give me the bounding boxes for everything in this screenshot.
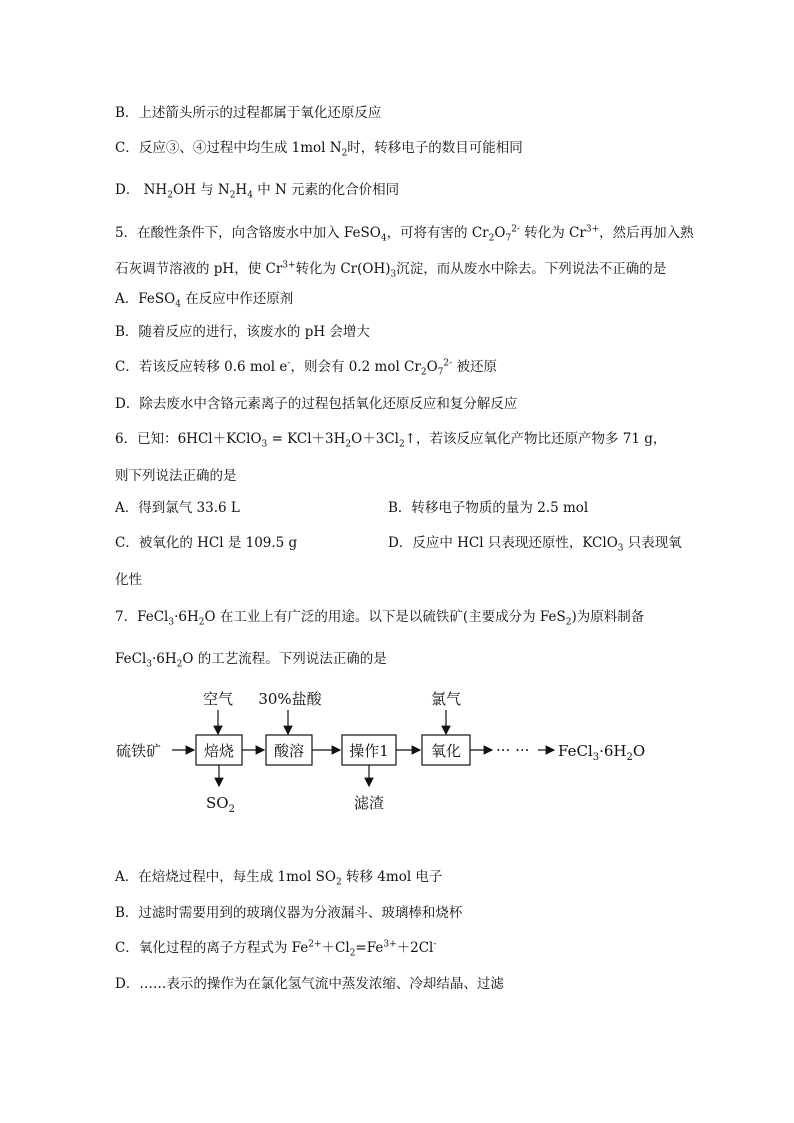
q5-option-a: A．FeSO$_4$ 在反应中作还原剂 bbox=[115, 291, 294, 310]
roast-box-label: 焙烧 bbox=[203, 742, 235, 760]
q4-option-d: D． $NH_2OH$ 与 $N_2H_4$ 中 N 元素的化合价相同 bbox=[115, 182, 400, 201]
q4-option-b: B．上述箭头所示的过程都属于氧化还原反应 bbox=[115, 105, 382, 121]
q6-option-b: B．转移电子物质的量为 2.5 mol bbox=[388, 500, 589, 516]
q7-option-d: D．……表示的操作为在氯化氢气流中蒸发浓缩、冷却结晶、过滤 bbox=[115, 976, 504, 992]
q7-option-c: C．氧化过程的离子方程式为 $Fe^{2+}+Cl_2=Fe^{3+}+2Cl^-$ bbox=[115, 939, 437, 959]
q6-stem-line1: 6．已知：6HCl＋KClO$_3$ = $KCl+3H_2O+3Cl_2↑$，若该反应氧化产物比还原产物多 71 g， bbox=[115, 431, 667, 450]
q5-stem-line1: 5．在酸性条件下，向含铬废水中加入 FeSO$_4$，可将有害的 $Cr_2O_7^{2-}$ 转化为 $Cr^{3+}$，然后再加入熟 bbox=[115, 224, 694, 244]
q5-option-c: C．若该反应转移 0.6 mol e-，则会有 0.2 mol $Cr_2O_7^{2-}$ 被还原 bbox=[115, 358, 497, 378]
dots-label: ··· ··· bbox=[496, 741, 530, 759]
operation1-box-label: 操作1 bbox=[349, 742, 389, 760]
q7-option-a: A．在焙烧过程中，每生成 1mol $SO_2$ 转移 4mol 电子 bbox=[115, 869, 443, 888]
oxidation-box-label: 氧化 bbox=[430, 742, 462, 760]
q5-option-b: B．随着反应的进行，该废水的 pH 会增大 bbox=[115, 324, 370, 340]
input-acid-label: 30%盐酸 bbox=[258, 690, 322, 708]
q7-stem-line1: 7．$FeCl_3\cdot 6H_2O$ 在工业上有广泛的用途。以下是以硫铁矿(主要成分为 FeS$_2$)为原料制备 bbox=[115, 609, 645, 628]
q4-option-c: C．反应③、④过程中均生成 1mol $N_2$时，转移电子的数目可能相同 bbox=[115, 140, 523, 159]
input-air-label: 空气 bbox=[202, 690, 234, 708]
q5-option-d: D．除去废水中含铬元素离子的过程包括氧化还原反应和复分解反应 bbox=[115, 396, 518, 412]
q7-option-b: B．过滤时需要用到的玻璃仪器为分液漏斗、玻璃棒和烧杯 bbox=[115, 905, 463, 921]
q6-stem-line2: 则下列说法正确的是 bbox=[115, 468, 237, 484]
residue-output-label: 滤渣 bbox=[353, 794, 385, 812]
input-chlorine-label: 氯气 bbox=[430, 690, 462, 708]
q6-option-d: D．反应中 HCl 只表现还原性，KClO$_3$ 只表现氧 bbox=[388, 535, 682, 554]
q7-stem-line2: $FeCl_3\cdot 6H_2O$ 的工艺流程。下列说法正确的是 bbox=[115, 651, 387, 670]
acid-dissolve-box-label: 酸溶 bbox=[273, 742, 305, 760]
process-flow-diagram bbox=[110, 680, 670, 840]
product-label: $FeCl_3\cdot 6H_2O$ bbox=[558, 742, 646, 763]
q5-stem-line2: 石灰调节溶液的 pH，使 $Cr^{3+}$转化为 $Cr(OH)_3$沉淀，而从废水中除去。下列说法不正确的是 bbox=[115, 260, 667, 280]
q6-option-d-continued: 化性 bbox=[115, 572, 142, 588]
so2-output-label: $SO_2$ bbox=[206, 794, 235, 815]
q6-option-c: C．被氧化的 HCl 是 109.5 g bbox=[115, 535, 298, 551]
q6-option-a: A．得到氯气 33.6 L bbox=[115, 500, 240, 516]
raw-material-label: 硫铁矿 bbox=[116, 742, 162, 760]
